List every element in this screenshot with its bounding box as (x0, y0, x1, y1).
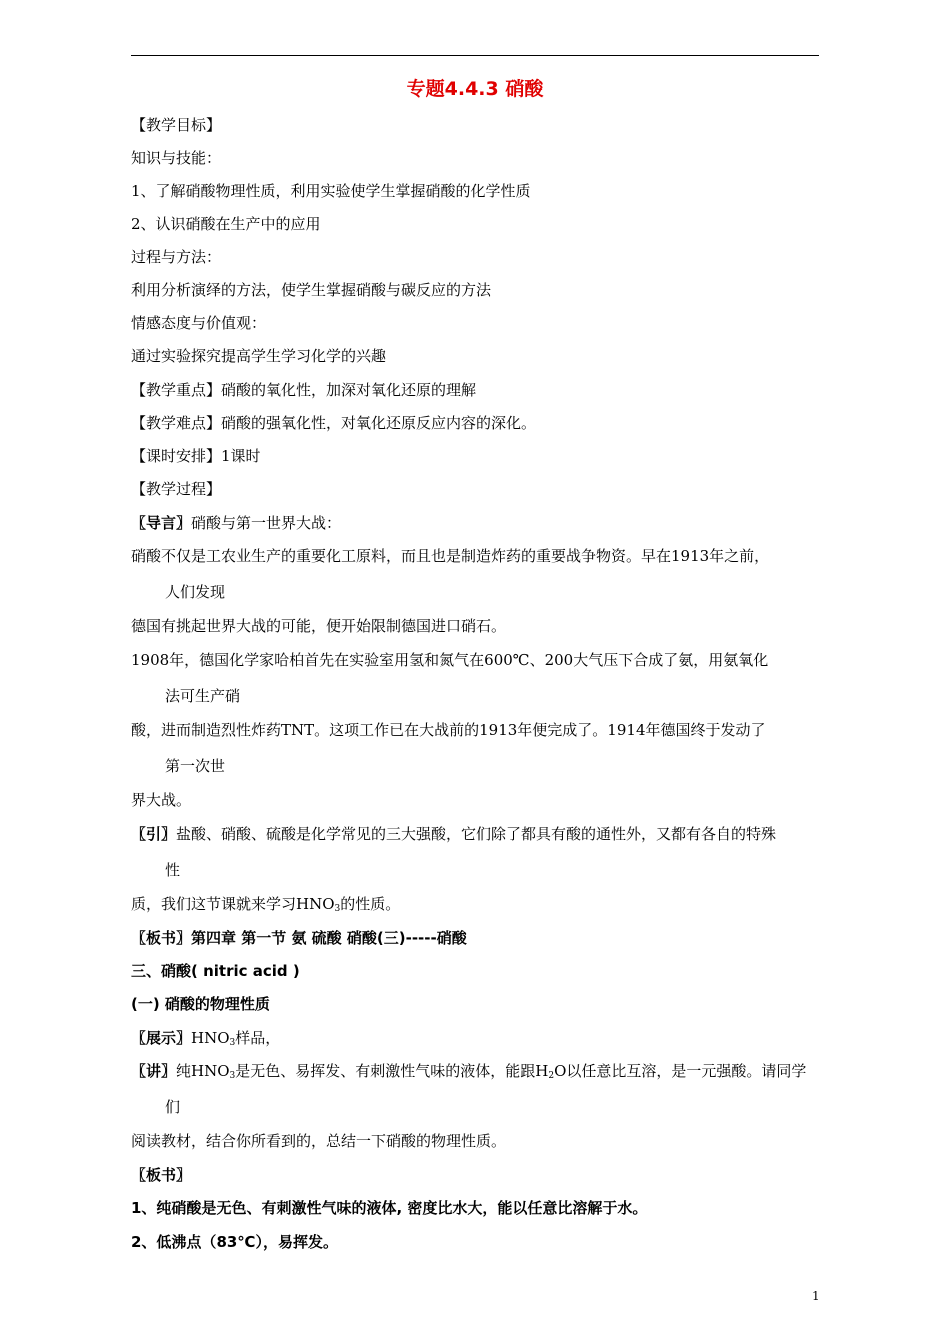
board-label: 〖板书〗 (131, 1166, 192, 1184)
header-rule (131, 55, 819, 56)
text-segment: 样品， (235, 1029, 281, 1047)
text-line: 知识与技能： (131, 149, 222, 167)
subscript: 2 (548, 1071, 555, 1081)
subscript: 3 (334, 904, 341, 914)
tag-label: 〖引〗 (131, 825, 177, 843)
document-title: 专题4.4.3 硝酸 (406, 78, 544, 100)
text-line: 们 (165, 1098, 181, 1116)
text-segment: 质，我们这节课就来学习HNO (131, 895, 335, 913)
text-line: 第一次世 (165, 757, 226, 775)
board-point-1: 1、纯硝酸是无色、有刺激性气味的液体, 密度比水大，能以任意比溶解于水。 (131, 1199, 648, 1217)
text-line: 硝酸不仅是工农业生产的重要化工原料，而且也是制造炸药的重要战争物资。早在1913年之前， (131, 547, 770, 565)
text-line: 1、了解硝酸物理性质，利用实验使学生掌握硝酸的化学性质 (131, 182, 531, 200)
page-number: 1 (812, 1289, 820, 1303)
text-line (131, 894, 400, 919)
text-line: 阅读教材，结合你所看到的，总结一下硝酸的物理性质。 (131, 1132, 507, 1150)
subscript: 3 (229, 1038, 236, 1048)
text-line: 【教学难点】硝酸的强氧化性，对氧化还原反应内容的深化。 (131, 414, 537, 432)
text-line: 【教学过程】 (131, 480, 222, 498)
text-line: 1908年，德国化学家哈柏首先在实验室用氢和氮气在600℃、200大气压下合成了氨，用氨氧化 (131, 651, 769, 669)
text-segment: 的性质。 (340, 895, 401, 913)
board-point-2: 2、低沸点（83℃），易挥发。 (131, 1233, 338, 1251)
text-line: 界大战。 (131, 791, 192, 809)
text-segment: 纯HNO (176, 1062, 230, 1080)
text-line: 法可生产硝 (165, 687, 241, 705)
text-line: 人们发现 (165, 583, 226, 601)
text-line: 【课时安排】1课时 (131, 447, 261, 465)
tag-label: 〖导言〗 (131, 514, 192, 532)
text-line: 通过实验探究提高学生学习化学的兴趣 (131, 347, 387, 365)
text-segment: HNO (191, 1029, 230, 1047)
text-line: 2、认识硝酸在生产中的应用 (131, 215, 321, 233)
tag-text: 硝酸与第一世界大战： (191, 514, 342, 532)
tag-label: 〖讲〗 (131, 1062, 177, 1080)
text-line (131, 1028, 280, 1053)
board-heading: 〖板书〗第四章 第一节 氨 硫酸 硝酸(三)-----硝酸 (131, 929, 467, 947)
tag-text: 盐酸、硝酸、硫酸是化学常见的三大强酸，它们除了都具有酸的通性外，又都有各自的特殊 (176, 825, 777, 843)
subscript: 3 (229, 1071, 236, 1081)
text-segment: O以任意比互溶，是一元强酸。请同学 (554, 1062, 807, 1080)
text-line (131, 1061, 806, 1086)
text-line: 德国有挑起世界大战的可能，便开始限制德国进口硝石。 (131, 617, 507, 635)
text-line: 酸，进而制造烈性炸药TNT。这项工作已在大战前的1913年便完成了。1914年德国终于发动了 (131, 721, 766, 739)
subsection-heading: (一) 硝酸的物理性质 (131, 995, 270, 1013)
text-segment: 是无色、易挥发、有刺激性气味的液体，能跟H (235, 1062, 549, 1080)
text-line: 过程与方法： (131, 248, 222, 266)
text-line: 性 (165, 861, 181, 879)
section-heading: 三、硝酸( nitric acid ) (131, 962, 300, 980)
tag-label: 〖展示〗 (131, 1029, 192, 1047)
text-line: 【教学重点】硝酸的氧化性，加深对氧化还原的理解 (131, 381, 477, 399)
section-heading-objectives: 【教学目标】 (131, 116, 222, 134)
text-line: 利用分析演绎的方法，使学生掌握硝酸与碳反应的方法 (131, 281, 492, 299)
text-line (131, 824, 776, 844)
text-line: 情感态度与价值观： (131, 314, 267, 332)
text-line (131, 513, 341, 533)
